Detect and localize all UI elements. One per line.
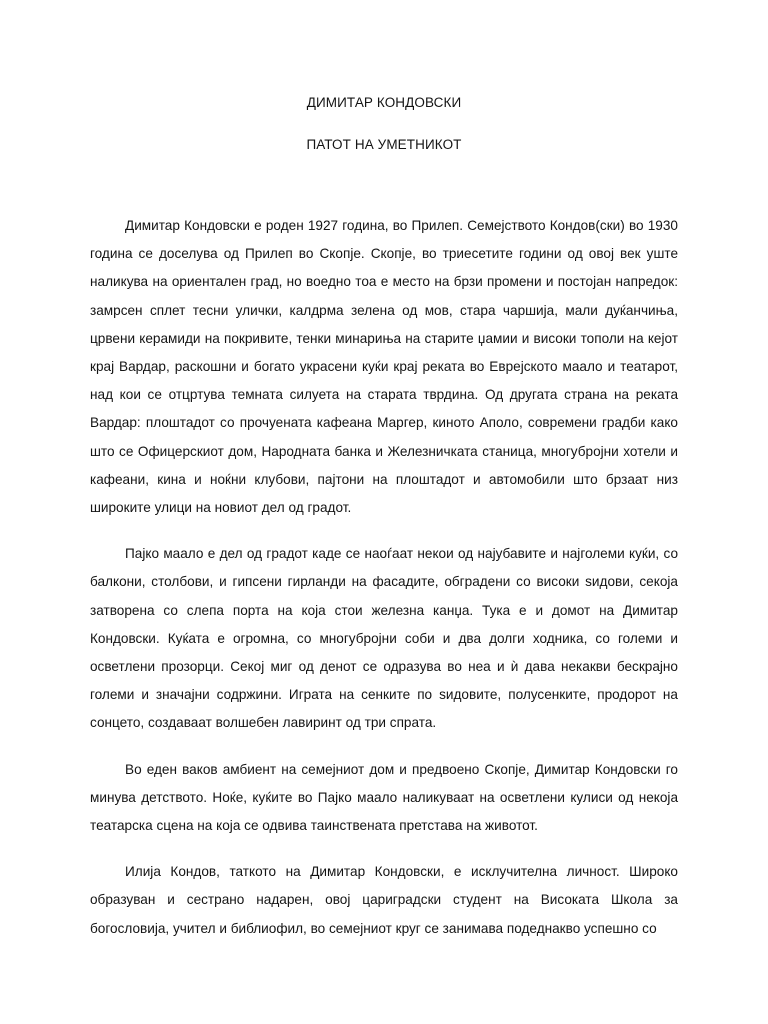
paragraph-1: Димитар Кондовски е роден 1927 година, во Прилеп. Семејството Кондов(ски) во 1930 година се доселува од Прилеп во Скопје. Скопје, во триесетите години од овој век уште наликува на ориентален град, но воедно тоа е место на брзи промени и постојан напредок: замрсен сплет тесни улички, калдрма зелена од мов, стара чаршија, мали дуќанчиња, црвени керамиди на покривите, тенки минариња на старите џамии и високи тополи на кејот крај Вардар, раскошни и богато украсени куќи крај реката во Еврејското маало и театарот, над кои се отцртува темната силуета на старата тврдина. Од другата страна на реката Вардар: плоштадот со прочуената кафеана Маргер, киното Аполо, современи градби како што се Офицерскиот дом, Народната банка и Железничката станица, многубројни хотели и кафеани, кина и ноќни клубови, пајтони на плоштадот и автомобили што брзаат низ широките улици на новиот дел од градот.	[90, 218, 678, 516]
paragraph-4: Илија Кондов, таткото на Димитар Кондовски, е исклучителна личност. Широко образуван и сестрано надарен, овој цариградски студент на Високата Школа за богословија, учител и библиофил, во семејниот круг се занимава подеднакво успешно со	[90, 864, 678, 936]
paragraph-2: Пајко маало е дел од градот каде се наоѓаат некои од најубавите и најголеми куќи, со балкони, столбови, и гипсени гирланди на фасадите, обградени со високи ѕидови, секоја затворена со слепа порта на која стои железна канџа. Тука е и домот на Димитар Кондовски. Куќата е огромна, со многубројни соби и два долги ходника, со големи и осветлени прозорци. Секој миг од денот се одразува во неа и ѝ дава некакви бескрајно големи и значајни содржини. Играта на сенките по ѕидовите, полусенките, продорот на сонцето, создаваат волшебен лавиринт од три спрата.	[90, 546, 678, 731]
document-body	[90, 212, 678, 961]
paragraph-3: Во еден ваков амбиент на семејниот дом и предвоено Скопје, Димитар Кондовски го минува детството. Ноќе, куќите во Пајко маало наликуваат на осветлени кулиси од некоја театарска сцена на која се одвива таинствената претстава на животот.	[90, 761, 678, 834]
document-subtitle: ПАТОТ НА УМЕТНИКОТ	[306, 137, 462, 152]
document-title: ДИМИТАР КОНДОВСКИ	[306, 95, 462, 110]
